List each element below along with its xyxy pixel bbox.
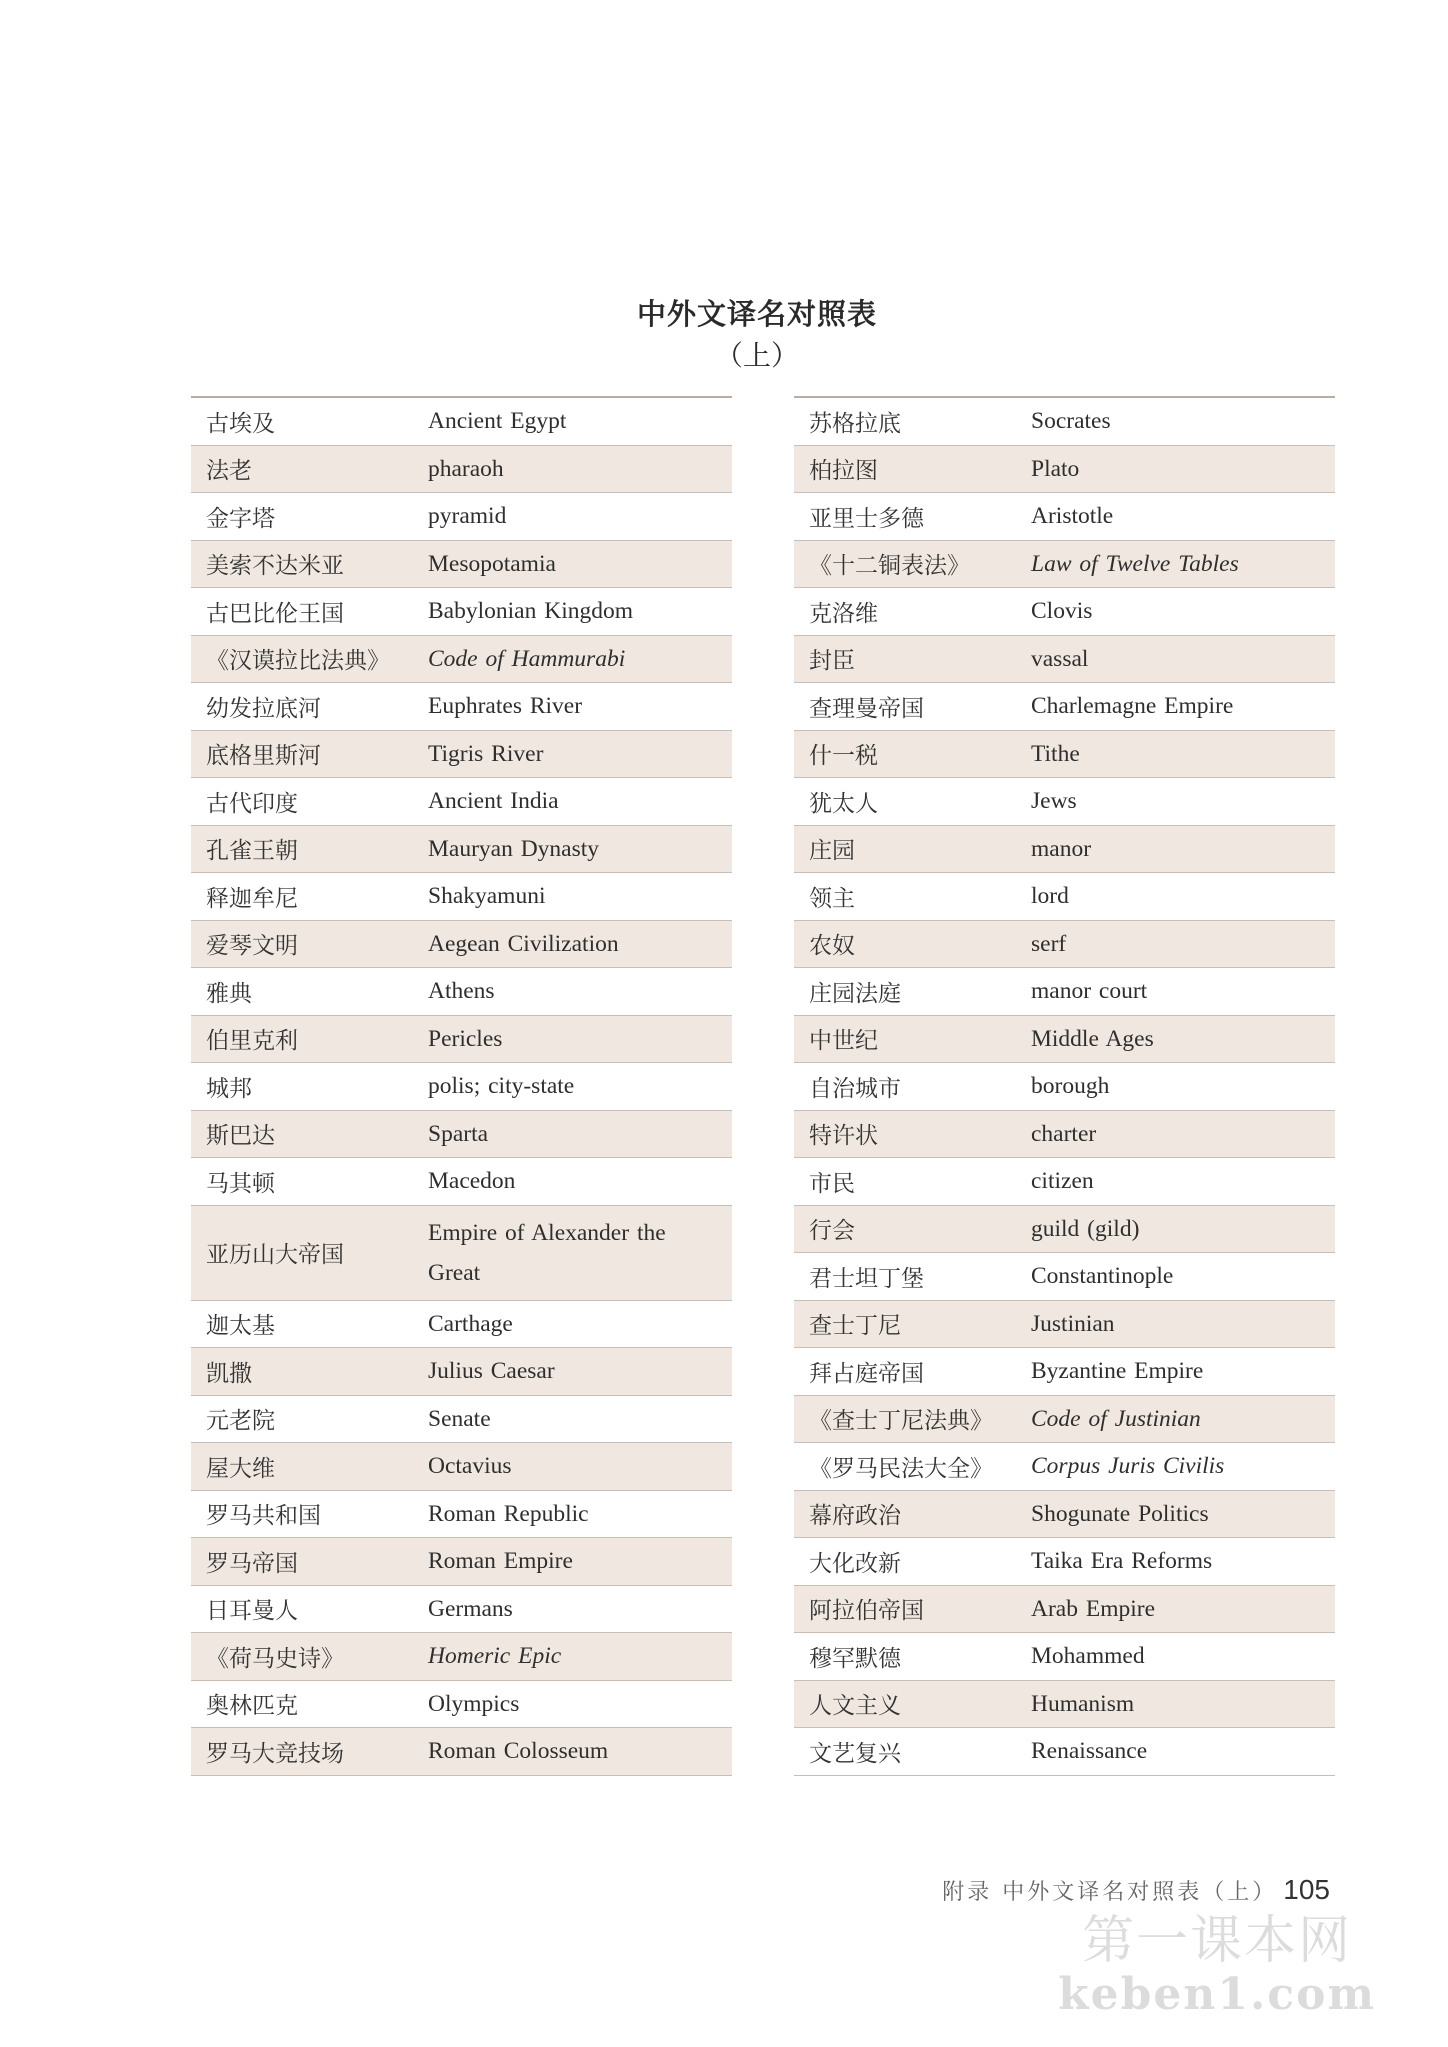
english-term: pyramid (428, 503, 507, 530)
table-row (794, 1063, 1335, 1111)
chinese-term: 犹太人 (809, 790, 878, 817)
english-term: Olympics (428, 1690, 520, 1717)
table-row (794, 1206, 1335, 1254)
chinese-term: 幕府政治 (809, 1503, 901, 1530)
chinese-term: 庄园 (809, 838, 855, 865)
table-row (191, 1633, 732, 1681)
english-term: Corpus Juris Civilis (1031, 1453, 1225, 1480)
chinese-term: 阿拉伯帝国 (809, 1598, 924, 1625)
chinese-term: 柏拉图 (809, 458, 878, 485)
english-term: citizen (1031, 1168, 1094, 1195)
chinese-term: 日耳曼人 (206, 1598, 298, 1625)
chinese-term: 伯里克利 (206, 1028, 298, 1055)
english-term: Aristotle (1031, 503, 1114, 530)
english-term: Ancient India (428, 788, 559, 815)
english-term: Code of Hammurabi (428, 645, 626, 672)
english-term: Pericles (428, 1025, 503, 1052)
chinese-term: 元老院 (206, 1408, 275, 1435)
english-term: Charlemagne Empire (1031, 693, 1234, 720)
table-row (794, 398, 1335, 446)
table-row (191, 588, 732, 636)
table-row (191, 1586, 732, 1634)
english-term: vassal (1031, 645, 1089, 672)
table-row (191, 778, 732, 826)
page-title: 中外文译名对照表 (636, 297, 877, 331)
chinese-term: 雅典 (206, 980, 252, 1007)
table-row (191, 1348, 732, 1396)
table-row (794, 1681, 1335, 1729)
table-row (794, 1491, 1335, 1539)
chinese-term: 斯巴达 (206, 1123, 275, 1150)
english-term: Shogunate Politics (1031, 1500, 1209, 1527)
table-row (794, 826, 1335, 874)
page-number: 105 (1283, 1874, 1330, 1905)
table-row (794, 1443, 1335, 1491)
chinese-term: 迦太基 (206, 1313, 275, 1340)
english-term: charter (1031, 1120, 1097, 1147)
english-term: Taika Era Reforms (1031, 1548, 1213, 1575)
watermark-en: keben1.com (1058, 1969, 1376, 2020)
english-term: manor court (1031, 978, 1148, 1005)
chinese-term: 行会 (809, 1218, 855, 1245)
english-term: Mesopotamia (428, 550, 556, 577)
table-row (794, 636, 1335, 684)
table-row (191, 1443, 732, 1491)
chinese-term: 罗马共和国 (206, 1503, 321, 1530)
table-row (794, 541, 1335, 589)
chinese-term: 孔雀王朝 (206, 838, 298, 865)
table-row (794, 873, 1335, 921)
english-term: Law of Twelve Tables (1031, 550, 1239, 577)
table-row (794, 588, 1335, 636)
table-row (794, 1301, 1335, 1349)
english-term: guild (gild) (1031, 1215, 1140, 1242)
english-term: Mohammed (1031, 1643, 1145, 1670)
table-row (191, 1681, 732, 1729)
table-row (191, 968, 732, 1016)
chinese-term: 《荷马史诗》 (206, 1645, 344, 1672)
table-row (191, 541, 732, 589)
english-term: Macedon (428, 1168, 516, 1195)
chinese-term: 文艺复兴 (809, 1740, 901, 1767)
table-row (191, 683, 732, 731)
english-term: Roman Republic (428, 1500, 589, 1527)
table-row (794, 683, 1335, 731)
english-term: Euphrates River (428, 693, 583, 720)
table-row (191, 446, 732, 494)
glossary-table-right (794, 396, 1335, 1776)
table-row (794, 446, 1335, 494)
chinese-term: 自治城市 (809, 1075, 901, 1102)
english-term: Germans (428, 1595, 513, 1622)
english-term: Plato (1031, 455, 1080, 482)
english-term: Roman Colosseum (428, 1738, 609, 1765)
chinese-term: 庄园法庭 (809, 980, 901, 1007)
table-row (191, 1396, 732, 1444)
english-term: lord (1031, 883, 1069, 910)
table-row (191, 1491, 732, 1539)
footer-label: 附录 中外文译名对照表（上） (942, 1880, 1278, 1905)
chinese-term: 爱琴文明 (206, 933, 298, 960)
chinese-term: 美索不达米亚 (206, 553, 344, 580)
english-term: Homeric Epic (428, 1643, 562, 1670)
chinese-term: 查士丁尼 (809, 1313, 901, 1340)
chinese-term: 苏格拉底 (809, 410, 901, 437)
chinese-term: 中世纪 (809, 1028, 878, 1055)
english-term: polis; city-state (428, 1073, 575, 1100)
chinese-term: 城邦 (206, 1075, 252, 1102)
table-row (191, 1538, 732, 1586)
table-row (191, 1063, 732, 1111)
chinese-term: 亚历山大帝国 (206, 1242, 344, 1268)
table-row (191, 1728, 732, 1776)
english-term: Justinian (1031, 1310, 1115, 1337)
chinese-term: 古埃及 (206, 410, 275, 437)
table-row (191, 731, 732, 779)
table-row (794, 1253, 1335, 1301)
chinese-term: 马其顿 (206, 1170, 275, 1197)
english-term: Renaissance (1031, 1738, 1148, 1765)
chinese-term: 罗马大竞技场 (206, 1740, 344, 1767)
english-term: Julius Caesar (428, 1358, 555, 1385)
english-term: Ancient Egypt (428, 408, 567, 435)
chinese-term: 特许状 (809, 1123, 878, 1150)
english-term: Shakyamuni (428, 883, 546, 910)
english-term: Constantinople (1031, 1263, 1174, 1290)
english-term: Empire of Alexander the Great (428, 1219, 666, 1286)
watermark-cn: 第一课本网 (1082, 1911, 1353, 1971)
table-row (794, 921, 1335, 969)
chinese-term: 亚里士多德 (809, 505, 924, 532)
table-row (794, 493, 1335, 541)
table-row (794, 778, 1335, 826)
table-row (794, 1016, 1335, 1064)
english-term: Senate (428, 1405, 491, 1432)
english-term: serf (1031, 930, 1067, 957)
chinese-term: 穆罕默德 (809, 1645, 901, 1672)
english-term: Aegean Civilization (428, 930, 619, 957)
table-row (191, 1301, 732, 1349)
chinese-term: 奥林匹克 (206, 1693, 298, 1720)
chinese-term: 农奴 (809, 933, 855, 960)
chinese-term: 屋大维 (206, 1455, 275, 1482)
english-term: Sparta (428, 1120, 489, 1147)
chinese-term: 凯撒 (206, 1360, 252, 1387)
chinese-term: 领主 (809, 885, 855, 912)
chinese-term: 幼发拉底河 (206, 695, 321, 722)
table-row (191, 493, 732, 541)
english-term: Carthage (428, 1310, 513, 1337)
chinese-term: 释迦牟尼 (206, 885, 298, 912)
table-row (191, 1206, 732, 1301)
chinese-term: 大化改新 (809, 1550, 901, 1577)
table-row (794, 1538, 1335, 1586)
english-term: Athens (428, 978, 495, 1005)
chinese-term: 拜占庭帝国 (809, 1360, 924, 1387)
table-row (794, 1586, 1335, 1634)
chinese-term: 人文主义 (809, 1693, 901, 1720)
chinese-term: 《十二铜表法》 (809, 553, 970, 580)
table-row (191, 398, 732, 446)
page-subtitle: （上） (714, 339, 799, 372)
chinese-term: 古代印度 (206, 790, 298, 817)
table-row (191, 1111, 732, 1159)
english-term: Middle Ages (1031, 1025, 1154, 1052)
chinese-term: 君士坦丁堡 (809, 1265, 924, 1292)
chinese-term: 古巴比伦王国 (206, 600, 344, 627)
chinese-term: 《汉谟拉比法典》 (206, 648, 390, 675)
chinese-term: 克洛维 (809, 600, 878, 627)
english-term: Octavius (428, 1453, 512, 1480)
chinese-term: 《罗马民法大全》 (809, 1455, 993, 1482)
table-row (794, 731, 1335, 779)
english-term: Socrates (1031, 408, 1111, 435)
table-row (191, 873, 732, 921)
table-row (794, 968, 1335, 1016)
table-row (191, 636, 732, 684)
english-term: Tigris River (428, 740, 544, 767)
chinese-term: 底格里斯河 (206, 743, 321, 770)
table-row (794, 1158, 1335, 1206)
glossary-table-left (191, 396, 732, 1776)
english-term: borough (1031, 1073, 1110, 1100)
table-row (191, 1158, 732, 1206)
chinese-term: 查理曼帝国 (809, 695, 924, 722)
watermark (1058, 1898, 1376, 2020)
table-row (191, 826, 732, 874)
english-term: Babylonian Kingdom (428, 598, 633, 625)
english-term: Mauryan Dynasty (428, 835, 600, 862)
english-term: Tithe (1031, 740, 1080, 767)
chinese-term: 什一税 (809, 743, 878, 770)
chinese-term: 金字塔 (206, 505, 275, 532)
english-term: Code of Justinian (1031, 1405, 1201, 1432)
chinese-term: 《查士丁尼法典》 (809, 1408, 993, 1435)
chinese-term: 罗马帝国 (206, 1550, 298, 1577)
english-term: Jews (1031, 788, 1077, 815)
table-row (794, 1111, 1335, 1159)
english-term: manor (1031, 835, 1092, 862)
table-row (191, 921, 732, 969)
table-row (794, 1728, 1335, 1776)
english-term: Clovis (1031, 598, 1093, 625)
table-row (794, 1348, 1335, 1396)
chinese-term: 法老 (206, 458, 252, 485)
chinese-term: 市民 (809, 1170, 855, 1197)
table-row (191, 1016, 732, 1064)
table-row (794, 1633, 1335, 1681)
chinese-term: 封臣 (809, 648, 855, 675)
english-term: Byzantine Empire (1031, 1358, 1204, 1385)
english-term: Arab Empire (1031, 1595, 1156, 1622)
english-term: pharaoh (428, 455, 504, 482)
english-term: Roman Empire (428, 1548, 573, 1575)
english-term: Humanism (1031, 1690, 1135, 1717)
table-row (794, 1396, 1335, 1444)
